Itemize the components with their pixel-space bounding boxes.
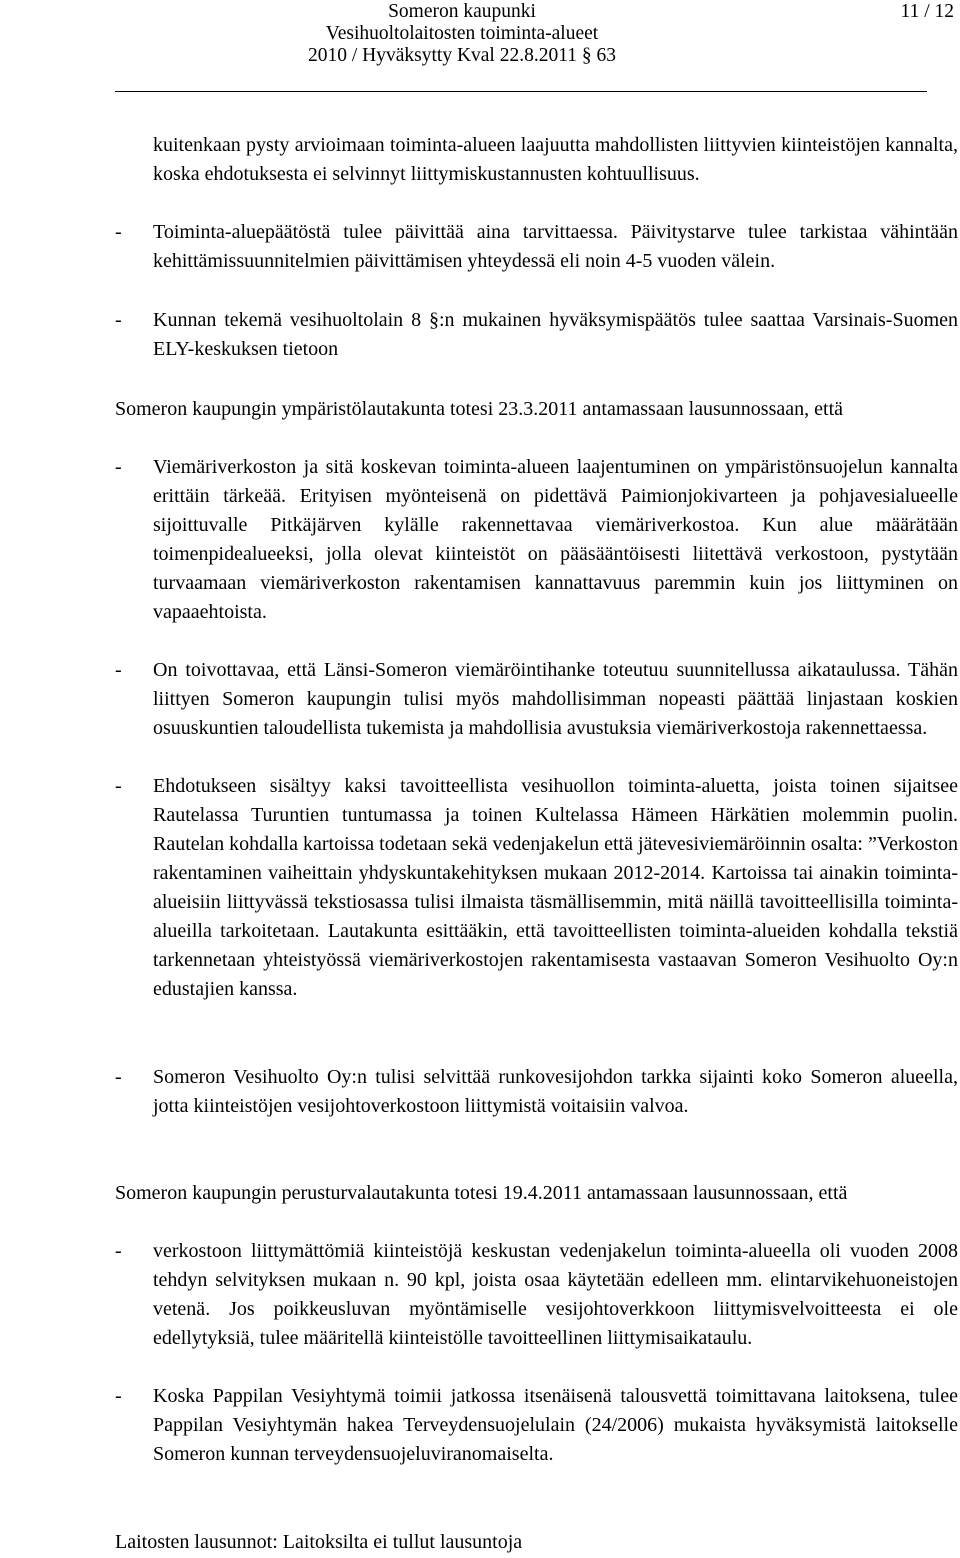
list-item-text: Someron Vesihuolto Oy:n tulisi selvittää runkovesijohdon tarkka sijainti koko Someron alueella, jotta kiinteistöjen vesijohtoverkostoon liittymistä voitaisiin valvoa. xyxy=(153,1066,958,1117)
bullet-dash: - xyxy=(115,659,122,681)
bullet-dash: - xyxy=(115,775,122,797)
bullet-dash: - xyxy=(115,1385,122,1407)
list-item-text: Koska Pappilan Vesiyhtymä toimii jatkossa itsenäisenä talousvettä toimittavana laitoksena, tulee Pappilan Vesiyhtymän hakea Terveydensuojelulain (24/2006) mukaista hyväksymistä laitokselle Someron kunnan terveydensuojeluviranomaiselta. xyxy=(153,1385,958,1465)
list-item-text: verkostoon liittymättömiä kiinteistöjä keskustan vedenjakelun toiminta-alueella oli vuoden 2008 tehdyn selvityksen mukaan n. 90 kpl, joista osaa käytetään edelleen mm. elintarvikehuoneistojen vetenä. Jos poikkeusluvan myöntämiselle vesijohtoverkkoon liittymisvelvoitteesta ei ole edellytyksiä, tulee määritellä kiinteistölle tavoitteellinen liittymisaikataulu. xyxy=(153,1240,958,1349)
bullet-dash: - xyxy=(115,221,122,243)
header-document-title: Vesihuoltolaitosten toiminta-alueet xyxy=(325,23,599,44)
continuation-paragraph: kuitenkaan pysty arvioimaan toiminta-alueen laajuutta mahdollisten liittyvien kiinteistöjen kannalta, koska ehdotuksesta ei selvinnyt liittymiskustannusten kohtuullisuus. xyxy=(153,134,958,185)
list-item-text: Toiminta-aluepäätöstä tulee päivittää aina tarvittaessa. Päivitystarve tulee tarkistaa vähintään kehittämissuunnitelmien päivittämisen yhteydessä eli noin 4-5 vuoden välein. xyxy=(153,221,958,272)
header-rule xyxy=(115,91,927,92)
list-item-text: Viemäriverkoston ja sitä koskevan toiminta-alueen laajentuminen on ympäristönsuojelun kannalta erittäin tärkeää. Erityisen myönteisenä on pidettävä Paimionjokivarteen ja pohjavesialueelle sijoittuvalle Pitkäjärven kylälle rakennettavaa viemäriverkostoa. Kun alue määrätään toimenpidealueeksi, jolla olevat kiinteistöt on pääsääntöisesti liitettävä verkostoon, pystytään turvaamaan viemäriverkoston rakentamisen kannattavuus paremmin kuin jos liittyminen on vapaaehtoista. xyxy=(153,456,958,623)
header-organization: Someron kaupunki xyxy=(388,1,536,22)
statement-2-intro: Someron kaupungin perusturvalautakunta totesi 19.4.2011 antamassaan lausunnossaan, että xyxy=(115,1182,848,1204)
closing-line: Laitosten lausunnot: Laitoksilta ei tullut lausuntoja xyxy=(115,1531,523,1553)
list-item-text: Kunnan tekemä vesihuoltolain 8 §:n mukainen hyväksymispäätös tulee saattaa Varsinais-Suomen ELY-keskuksen tietoon xyxy=(153,309,958,360)
bullet-dash: - xyxy=(115,309,122,331)
page-number: 11 / 12 xyxy=(900,1,954,22)
list-item-text: Ehdotukseen sisältyy kaksi tavoitteellista vesihuollon toiminta-aluetta, joista toinen sijaitsee Rautelassa Turuntien tuntumassa ja toinen Kultelassa Hämeen Härkätien molemmin puolin. Rautelan kohdalla kartoissa todetaan sekä vedenjakelun että jätevesiviemäröinnin osalta: ”Verkoston rakentaminen vaiheittain yhdyskuntakehityksen mukaan 2012-2014. Kartoissa tai ainakin toiminta-alueisiin liittyvässä tekstiosassa tulisi ilmaista täsmällisemmin, mitä näillä tavoitteellisilla toiminta-alueilla tarkoitetaan. Lautakunta esittääkin, että tavoitteellisten toiminta-alueiden kohdalla tekstiä tarkennetaan yhteistyössä viemäriverkostojen rakentamisesta vastaavan Someron Vesihuolto Oy:n edustajien kanssa. xyxy=(153,775,958,1000)
bullet-dash: - xyxy=(115,1240,122,1262)
bullet-dash: - xyxy=(115,1066,122,1088)
statement-1-intro: Someron kaupungin ympäristölautakunta totesi 23.3.2011 antamassaan lausunnossaan, että xyxy=(115,398,843,420)
header-status-line: 2010 / Hyväksytty Kval 22.8.2011 § 63 xyxy=(307,45,616,66)
list-item-text: On toivottavaa, että Länsi-Someron viemäröintihanke toteutuu suunnitellussa aikataulussa. Tähän liittyen Someron kaupungin tulisi myös mahdollisimman nopeasti päättää linjastaan koskien osuuskuntien taloudellista tukemista ja mahdollisia avustuksia viemäriverkostoja rakennettaessa. xyxy=(153,659,958,739)
bullet-dash: - xyxy=(115,456,122,478)
